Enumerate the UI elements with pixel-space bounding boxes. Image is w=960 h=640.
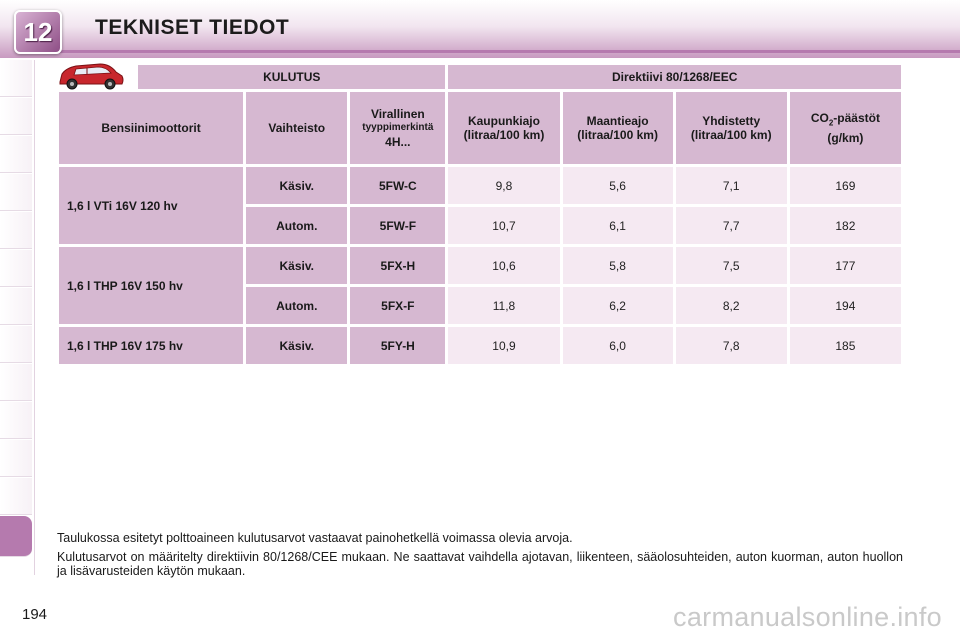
- extra-urban-cell: 6,1: [563, 207, 673, 244]
- chapter-badge[interactable]: 12: [14, 10, 62, 54]
- col-combined-line1: Yhdistetty: [702, 114, 761, 128]
- note-paragraph: Taulukossa esitetyt polttoaineen kulutusarvot vastaavat painohetkellä voimassa olevia arvoja.: [57, 531, 573, 545]
- notes: [57, 531, 903, 583]
- col-co2-suffix: -päästöt: [833, 111, 880, 126]
- side-tab[interactable]: [0, 250, 32, 287]
- note-paragraph: Kulutusarvot on määritelty direktiivin 80/1268/CEE mukaan. Ne saattavat vaihdella ajotavan, liikenteen, sääolosuhteiden, auton kuorman, auton huollon ja lisävarusteiden käytön mukaan.: [57, 550, 903, 578]
- side-tab[interactable]: [0, 402, 32, 439]
- col-engine: Bensiinimoottorit: [59, 92, 243, 164]
- combined-cell: 7,8: [676, 327, 787, 364]
- header-divider: [60, 50, 960, 53]
- col-co2-prefix: CO: [810, 111, 829, 126]
- side-tab-active[interactable]: [0, 516, 32, 557]
- combined-cell: 7,1: [676, 167, 787, 204]
- col-type-line2: tyyppimerkintä: [362, 122, 434, 133]
- col-gearbox: Vaihteisto: [246, 92, 347, 164]
- co2-cell: 182: [790, 207, 901, 244]
- type-code-cell: 5FY-H: [350, 327, 445, 364]
- col-urban-line2: (litraa/100 km): [463, 128, 545, 142]
- type-code-cell: 5FW-F: [350, 207, 445, 244]
- col-extra-line2: (litraa/100 km): [577, 128, 658, 142]
- col-co2: [790, 92, 901, 164]
- gearbox-cell: Käsiv.: [246, 167, 347, 204]
- engine-cell: 1,6 l THP 16V 150 hv: [59, 247, 243, 324]
- type-code-cell: 5FW-C: [350, 167, 445, 204]
- col-urban: [448, 92, 559, 164]
- side-tab[interactable]: [0, 174, 32, 211]
- urban-cell: 10,6: [448, 247, 559, 284]
- consumption-table: [56, 62, 904, 367]
- side-tabs: [0, 60, 35, 575]
- gearbox-cell: Käsiv.: [246, 247, 347, 284]
- band-consumption: KULUTUS: [138, 65, 445, 89]
- side-tab[interactable]: [0, 440, 32, 477]
- page-number: 194: [22, 606, 48, 623]
- combined-cell: 7,5: [676, 247, 787, 284]
- gearbox-cell: Autom.: [246, 287, 347, 324]
- side-tab[interactable]: [0, 212, 32, 249]
- co2-cell: 169: [790, 167, 901, 204]
- extra-urban-cell: 5,8: [563, 247, 673, 284]
- combined-cell: 7,7: [676, 207, 787, 244]
- extra-urban-cell: 6,2: [563, 287, 673, 324]
- engine-cell: 1,6 l VTi 16V 120 hv: [59, 167, 243, 244]
- car-icon: [56, 58, 126, 92]
- type-code-cell: 5FX-F: [350, 287, 445, 324]
- col-type-line1: Virallinen: [370, 107, 425, 121]
- extra-urban-cell: 5,6: [563, 167, 673, 204]
- page-title: TEKNISET TIEDOT: [95, 16, 290, 39]
- co2-cell: 194: [790, 287, 901, 324]
- combined-cell: 8,2: [676, 287, 787, 324]
- co2-cell: 185: [790, 327, 901, 364]
- side-tab[interactable]: [0, 288, 32, 325]
- col-co2-unit: (g/km): [827, 130, 864, 145]
- col-combined: [676, 92, 787, 164]
- side-tab[interactable]: [0, 478, 32, 515]
- col-urban-line1: Kaupunkiajo: [467, 114, 540, 128]
- gearbox-cell: Autom.: [246, 207, 347, 244]
- col-type-line3: 4H...: [385, 135, 411, 149]
- col-extra-urban: [563, 92, 673, 164]
- band-directive: Direktiivi 80/1268/EEC: [448, 65, 901, 89]
- urban-cell: 11,8: [448, 287, 559, 324]
- side-tab[interactable]: [0, 60, 32, 97]
- type-code-cell: 5FX-H: [350, 247, 445, 284]
- urban-cell: 10,9: [448, 327, 559, 364]
- table-row: [59, 327, 901, 364]
- col-extra-line1: Maantieajo: [586, 114, 649, 128]
- side-tab[interactable]: [0, 364, 32, 401]
- urban-cell: 9,8: [448, 167, 559, 204]
- col-type: [350, 92, 445, 164]
- col-co2-sub: 2: [828, 118, 834, 128]
- table-row: [59, 167, 901, 204]
- watermark: carmanualsonline.info: [673, 602, 942, 632]
- gearbox-cell: Käsiv.: [246, 327, 347, 364]
- side-tab[interactable]: [0, 98, 32, 135]
- engine-cell: 1,6 l THP 16V 175 hv: [59, 327, 243, 364]
- side-tab[interactable]: [0, 326, 32, 363]
- side-tab[interactable]: [0, 136, 32, 173]
- urban-cell: 10,7: [448, 207, 559, 244]
- extra-urban-cell: 6,0: [563, 327, 673, 364]
- table-row: [59, 247, 901, 284]
- col-combined-line2: (litraa/100 km): [690, 128, 772, 142]
- co2-cell: 177: [790, 247, 901, 284]
